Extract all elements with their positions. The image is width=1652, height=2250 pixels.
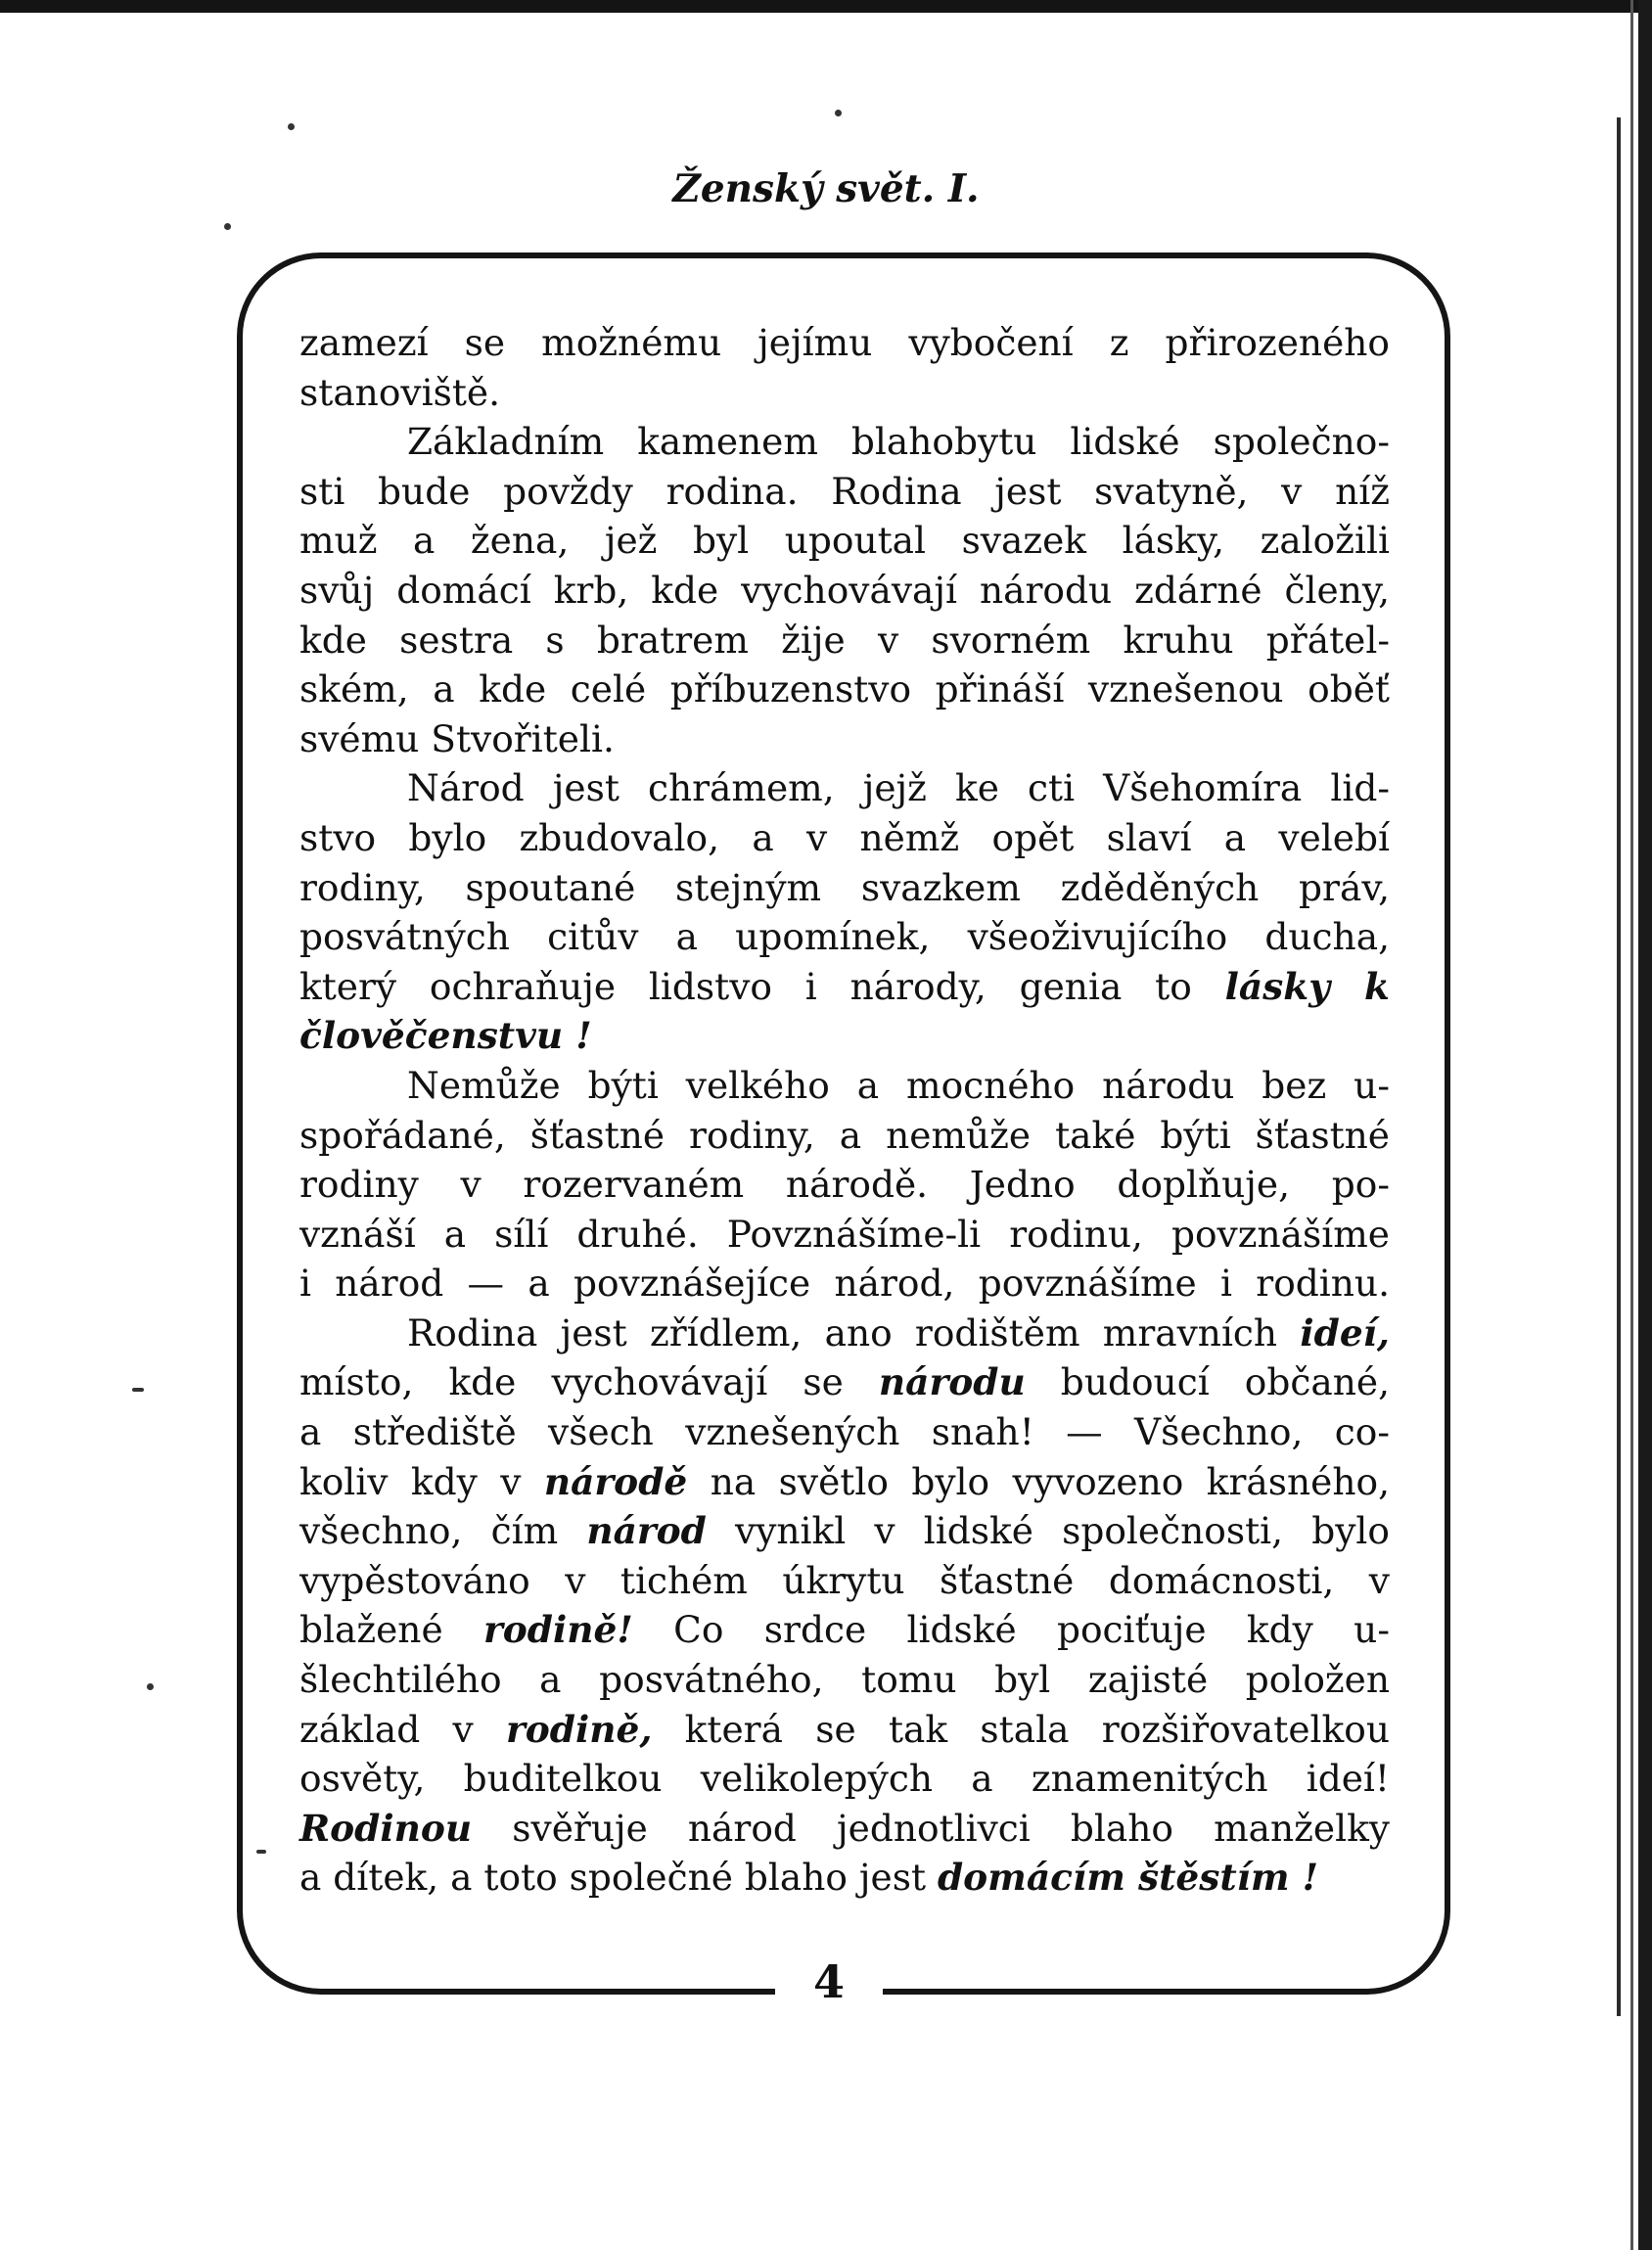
text-segment: muž a žena, jež byl upoutal svazek lásky, založili <box>299 519 1390 563</box>
text-line <box>299 1705 1390 1755</box>
text-line <box>299 1506 1390 1556</box>
text-line <box>299 1804 1390 1854</box>
text-segment: a dítek, a toto společné blaho jest <box>299 1856 938 1900</box>
text-segment: základ v <box>299 1707 506 1751</box>
text-segment: rodiny, spoutané stejným svazkem zděděných práv, <box>299 865 1390 909</box>
text-segment: svůj domácí krb, kde vychovávají národu zdárné členy, <box>299 568 1390 612</box>
scan-speck <box>147 1683 154 1690</box>
text-segment: blažené <box>299 1608 483 1652</box>
text-segment: posvátných citův a upomínek, všeoživujícího ducha, <box>299 915 1390 959</box>
text-segment: Co srdce lidské pociťuje kdy u- <box>632 1608 1391 1652</box>
text-line <box>299 962 1390 1012</box>
emphasis-text: člověčenstvu ! <box>299 1014 592 1058</box>
scan-speck <box>835 110 842 116</box>
text-line <box>299 863 1390 913</box>
text-segment: koliv kdy v <box>299 1459 544 1503</box>
text-line <box>299 417 1390 467</box>
text-segment: Nemůže býti velkého a mocného národu bez u- <box>407 1063 1390 1107</box>
text-segment: svému Stvořiteli. <box>299 716 615 760</box>
emphasis-text: ideí, <box>1300 1310 1390 1355</box>
text-segment: vynikl v lidské společnosti, bylo <box>706 1509 1390 1553</box>
text-line <box>299 813 1390 863</box>
emphasis-text: lásky k <box>1224 964 1390 1008</box>
text-line <box>299 1357 1390 1407</box>
text-segment: Základním kamenem blahobytu lidské společno- <box>407 420 1390 464</box>
text-line <box>299 1605 1390 1655</box>
text-segment: stvo bylo zbudovalo, a v němž opět slaví a velebí <box>299 815 1390 859</box>
text-line <box>299 1655 1390 1705</box>
text-segment: vznáší a sílí druhé. Povznášíme-li rodinu, povznášíme <box>299 1212 1390 1256</box>
text-segment: i národ — a povznášejíce národ, povznášíme i rodinu. <box>299 1262 1390 1306</box>
text-segment: a střediště všech vznešených snah! — Všechno, co- <box>299 1410 1390 1454</box>
scan-speck <box>288 123 295 130</box>
text-segment: stanoviště. <box>299 370 501 414</box>
scan-edge-right <box>1638 0 1652 2250</box>
running-head: Ženský svět. I. <box>672 166 980 211</box>
text-segment: kde sestra s bratrem žije v svorném kruhu přátel- <box>299 618 1390 662</box>
text-segment: svěřuje národ jednotlivci blaho manželky <box>472 1806 1390 1850</box>
emphasis-text: domácím štěstím ! <box>937 1856 1319 1900</box>
body-text <box>299 318 1390 1903</box>
page-number: 4 <box>812 1955 845 2008</box>
text-line <box>299 1210 1390 1260</box>
text-segment: na světlo bylo vyvozeno krásného, <box>687 1459 1390 1503</box>
scan-speck <box>224 223 231 230</box>
text-line <box>299 516 1390 566</box>
text-line <box>299 1407 1390 1457</box>
text-line <box>299 1259 1390 1309</box>
text-segment: spořádané, šťastné rodiny, a nemůže také býti šťastné <box>299 1113 1390 1157</box>
text-line <box>299 1754 1390 1804</box>
emphasis-text: rodině! <box>483 1608 633 1652</box>
text-line <box>299 763 1390 813</box>
text-line <box>299 1061 1390 1111</box>
adjacent-page-rule <box>1617 117 1621 2016</box>
scan-edge-top <box>0 0 1652 13</box>
emphasis-text: národě <box>543 1459 688 1503</box>
text-segment: který ochraňuje lidstvo i národy, genia to <box>299 964 1225 1008</box>
text-segment: vypěstováno v tichém úkrytu šťastné domácnosti, v <box>299 1558 1390 1602</box>
text-line <box>299 1457 1390 1507</box>
text-line <box>299 616 1390 666</box>
text-segment: zamezí se možnému jejímu vybočení z přirozeného <box>299 321 1390 364</box>
text-segment: sti bude povždy rodina. Rodina jest svatyně, v níž <box>299 469 1390 513</box>
text-segment: všechno, čím <box>299 1509 587 1553</box>
text-line <box>299 665 1390 714</box>
text-line <box>299 714 1390 764</box>
text-line <box>299 1011 1390 1061</box>
text-line <box>299 566 1390 616</box>
text-segment: Rodina jest zřídlem, ano rodištěm mravních <box>407 1310 1301 1355</box>
text-segment: Národ jest chrámem, jejž ke cti Všehomíra lid- <box>407 766 1390 810</box>
text-segment: která se tak stala rozšiřovatelkou <box>652 1707 1390 1751</box>
text-line <box>299 912 1390 962</box>
text-line <box>299 1309 1390 1358</box>
adjacent-page-edge <box>1630 0 1633 2250</box>
emphasis-text: Rodinou <box>299 1806 473 1850</box>
text-segment: rodiny v rozervaném národě. Jedno doplňuje, po- <box>299 1163 1390 1207</box>
emphasis-text: rodině, <box>505 1707 653 1751</box>
text-line <box>299 318 1390 368</box>
text-line <box>299 1160 1390 1210</box>
text-line <box>299 1556 1390 1606</box>
scan-speck <box>132 1388 144 1392</box>
text-segment: místo, kde vychovávají se <box>299 1360 879 1404</box>
emphasis-text: národu <box>878 1360 1026 1404</box>
text-segment: osvěty, buditelkou velikolepých a znamenitých ideí! <box>299 1757 1390 1801</box>
text-segment: šlechtilého a posvátného, tomu byl zajisté položen <box>299 1658 1390 1702</box>
text-line <box>299 1853 1390 1903</box>
text-segment: budoucí občané, <box>1025 1360 1390 1404</box>
text-line <box>299 368 1390 418</box>
emphasis-text: národ <box>586 1509 707 1553</box>
text-line <box>299 467 1390 517</box>
text-line <box>299 1111 1390 1161</box>
text-segment: ském, a kde celé příbuzenstvo přináší vznešenou oběť <box>299 667 1390 712</box>
